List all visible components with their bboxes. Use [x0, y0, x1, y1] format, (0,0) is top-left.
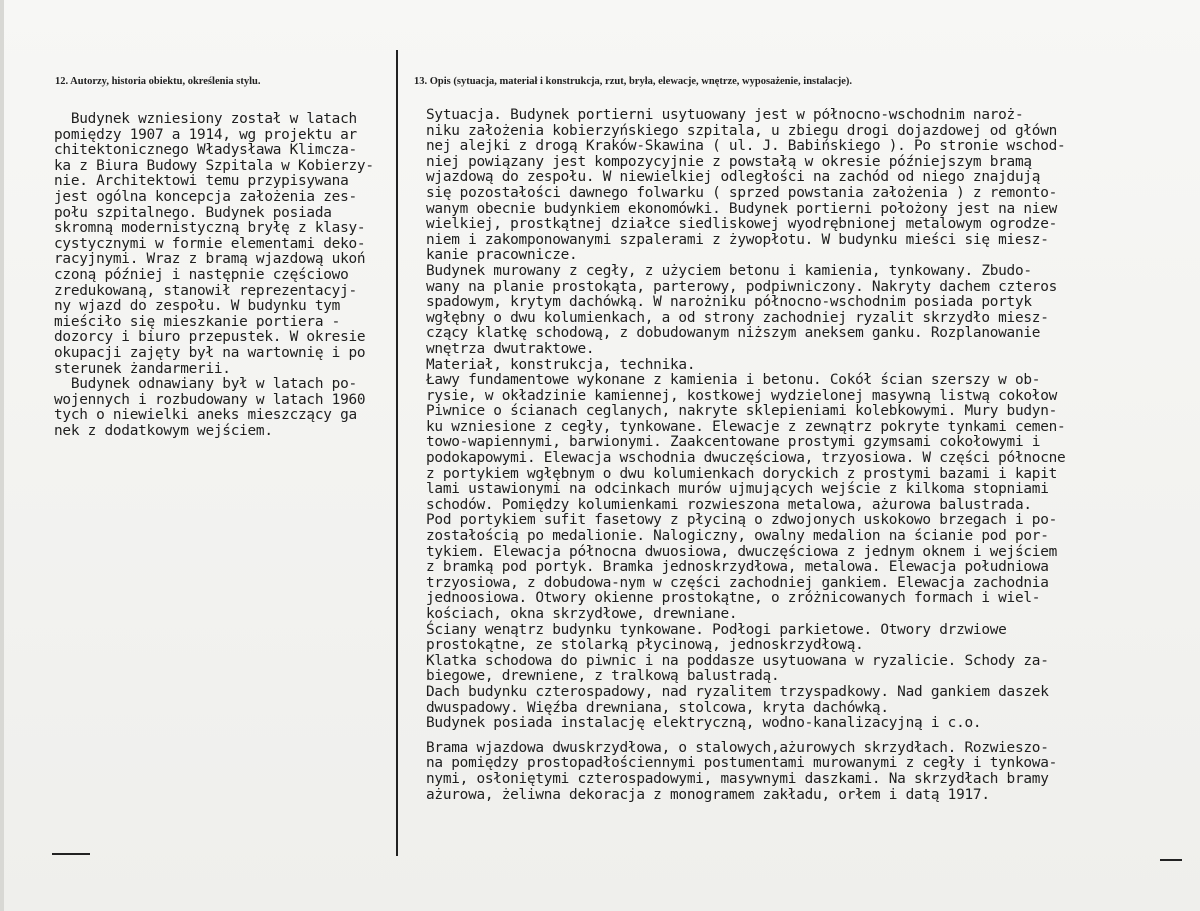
text-line: trzyosiowa, z dobudowa-nym w części zachodniej gankiem. Elewacja zachodnia: [426, 574, 1049, 591]
text-line: lami ustawionymi na odcinkach murów ujmujących wejście z kilkoma stopniami: [426, 481, 1049, 498]
text-line: Budynek odnawiany był w latach po-: [54, 376, 357, 393]
text-line: tykiem. Elewacja północna dwuosiowa, dwuczęściowa z jednym oknem i wejściem: [426, 543, 1058, 560]
text-line: wnętrza dwutraktowe.: [426, 340, 595, 357]
end-dash-right: [1160, 859, 1182, 861]
page-edge: [0, 0, 4, 911]
text-line: kanie pracownicze.: [426, 247, 578, 264]
text-line: zredukowaną, stanowił reprezentacyj-: [54, 282, 357, 299]
text-line: ka z Biura Budowy Szpitala w Kobierzy-: [54, 157, 374, 174]
text-line: jest ogólna koncepcja założenia zes-: [54, 188, 357, 205]
text-line: połu szpitalnego. Budynek posiada: [54, 204, 332, 221]
text-line: nej alejki z drogą Kraków-Skawina ( ul. J. Babińskiego ). Po stronie wschod-: [426, 138, 1066, 155]
text-line: wanym obecnie budynkiem ekonomówki. Budynek portierni położony jest na niew: [426, 200, 1058, 217]
text-line: Dach budynku czterospadowy, nad ryzalitem trzyspadkowy. Nad gankiem daszek: [426, 683, 1049, 700]
text-line: niem i zakomponowanymi szpalerami z żywopłotu. W budynku mieści się miesz-: [426, 231, 1049, 248]
text-line: Klatka schodowa do piwnic i na poddasze usytuowana w ryzalicie. Schody za-: [426, 652, 1049, 669]
text-line: podokapowymi. Elewacja wschodnia dwuczęściowa, trzyosiowa. W części północne: [426, 450, 1066, 467]
end-dash-left: [52, 853, 90, 855]
text-line: schodów. Pomiędzy kolumienkami rozwieszona metalowa, ażurowa balustrada.: [426, 496, 1032, 513]
text-line: ny wjazd do zespołu. W budynku tym: [54, 298, 341, 315]
text-line: sterunek żandarmerii.: [54, 360, 231, 377]
text-line: racyjnymi. Wraz z bramą wjazdową ukoń: [54, 251, 366, 268]
text-line: dwuspadowy. Więźba drewniana, stolcowa, kryta dachówką.: [426, 699, 889, 716]
text-line: na pomiędzy prostopadłościennymi postumentami murowanymi z cegły i tynkowa-: [426, 755, 1058, 772]
text-line: Materiał, konstrukcja, technika.: [426, 356, 696, 373]
text-line: rysie, w okładzinie kamiennej, kostkowej wydzielonej masywną listwą cokołow: [426, 387, 1058, 404]
section-header-authors-history: 12. Autorzy, historia obiektu, określenia stylu.: [55, 76, 261, 87]
text-line: wielkiej, prostkątnej działce siedliskowej wyodrębnionej metalowym ogrodze-: [426, 216, 1058, 233]
section-header-description: 13. Opis (sytuacja, materiał i konstrukcja, rzut, bryła, elewacje, wnętrze, wyposażenie, instalacje).: [414, 76, 853, 87]
text-line: Ściany wenątrz budynku tynkowane. Podłogi parkietowe. Otwory drzwiowe: [426, 621, 1007, 638]
text-line: nie. Architektowi temu przypisywana: [54, 173, 349, 190]
text-line: Budynek murowany z cegły, z użyciem betonu i kamienia, tynkowany. Zbudo-: [426, 262, 1032, 279]
text-line: mieściło się mieszkanie portiera -: [54, 313, 341, 330]
text-line: zostałością po medalionie. Nalogiczny, owalny medalion na ścianie pod por-: [426, 528, 1049, 545]
text-line: z portykiem wgłębnym o dwu kolumienkach doryckich z prostymi bazami i kapit: [426, 465, 1058, 482]
text-line: wojennych i rozbudowany w latach 1960: [54, 391, 366, 408]
text-line: niku założenia kobierzyńskiego szpitala, u zbiegu drogi dojazdowej od główn: [426, 122, 1058, 139]
text-line: Budynek posiada instalację elektryczną, wodno-kanalizacyjną i c.o.: [426, 715, 982, 732]
text-line: towo-wapiennymi, barwionymi. Zaakcentowane prostymi gzymsami cokołowymi i: [426, 434, 1041, 451]
text-line: cystycznymi w formie elementami deko-: [54, 235, 366, 252]
text-line: tych o niewielki aneks mieszczący ga: [54, 407, 357, 424]
text-line: ku wzniesione z cegły, tynkowane. Elewacje z zewnątrz pokryte tynkami cemen-: [426, 418, 1066, 435]
text-line: Pod portykiem sufit fasetowy z płyciną o zdwojonych uskokowo brzegach i po-: [426, 512, 1058, 529]
text-line: niej powiązany jest kompozycyjnie z powstałą w okresie późniejszym bramą: [426, 153, 1032, 170]
text-line: chitektonicznego Władysława Klimcza-: [54, 142, 357, 159]
text-line: prostokątne, ze stolarką płycinową, jednoskrzydłową.: [426, 637, 864, 654]
history-text-column: [54, 112, 399, 439]
text-line: nymi, osłoniętymi czterospadowymi, masywnymi daszkami. Na skrzydłach bramy: [426, 770, 1049, 787]
text-line: czący klatkę schodową, z dobudowanym niższym aneksem ganku. Rozplanowanie: [426, 325, 1041, 342]
text-line: Ławy fundamentowe wykonane z kamienia i betonu. Cokół ścian szerszy w ob-: [426, 372, 1041, 389]
text-line: wjazdową do zespołu. W niewielkiej odległości na zachód od niego znajdują: [426, 169, 1041, 186]
text-line: wgłębny o dwu kolumienkach, a od strony zachodniej ryzalit skrzydło miesz-: [426, 309, 1049, 326]
text-line: Brama wjazdowa dwuskrzydłowa, o stalowych,ażurowych skrzydłach. Rozwieszo-: [426, 739, 1049, 756]
text-line: jednoosiowa. Otwory okienne prostokątne, o zróżnicowanych formach i wiel-: [426, 590, 1041, 607]
text-line: dozorcy i biuro przepustek. W okresie: [54, 329, 366, 346]
text-line: Sytuacja. Budynek portierni usytuowany jest w północno-wschodnim naroż-: [426, 108, 1024, 123]
text-line: kościach, okna skrzydłowe, drewniane.: [426, 606, 738, 622]
text-line: skromną modernistyczną bryłę z klasy-: [54, 220, 366, 237]
text-line: spadowym, krytym dachówką. W narożniku północno-wschodnim posiada portyk: [426, 294, 1032, 311]
text-line: okupacji zajęty był na wartownię i po: [54, 344, 366, 361]
text-line: z bramką pod portyk. Bramka jednoskrzydłowa, metalowa. Elewacja południowa: [426, 559, 1049, 576]
description-text-column: [426, 108, 1200, 803]
text-line: się pozostałości dawnego folwarku ( sprzed powstania założenia ) z remonto-: [426, 184, 1058, 201]
text-line: biegowe, drewniene, z tralkową balustradą.: [426, 668, 780, 685]
text-line: nek z dodatkowym wejściem.: [54, 422, 273, 439]
text-line: wany na planie prostokąta, parterowy, podpiwniczony. Nakryty dachem czteros: [426, 278, 1058, 295]
text-line: ażurowa, żeliwna dekoracja z monogramem zakładu, orłem i datą 1917.: [426, 786, 990, 803]
text-line: Piwnice o ścianach ceglanych, nakryte sklepieniami kolebkowymi. Mury budyn-: [426, 403, 1058, 420]
text-line: pomiędzy 1907 a 1914, wg projektu ar: [54, 126, 357, 143]
text-line: Budynek wzniesiony został w latach: [54, 112, 357, 127]
text-line: czoną później i następnie częściowo: [54, 266, 349, 283]
